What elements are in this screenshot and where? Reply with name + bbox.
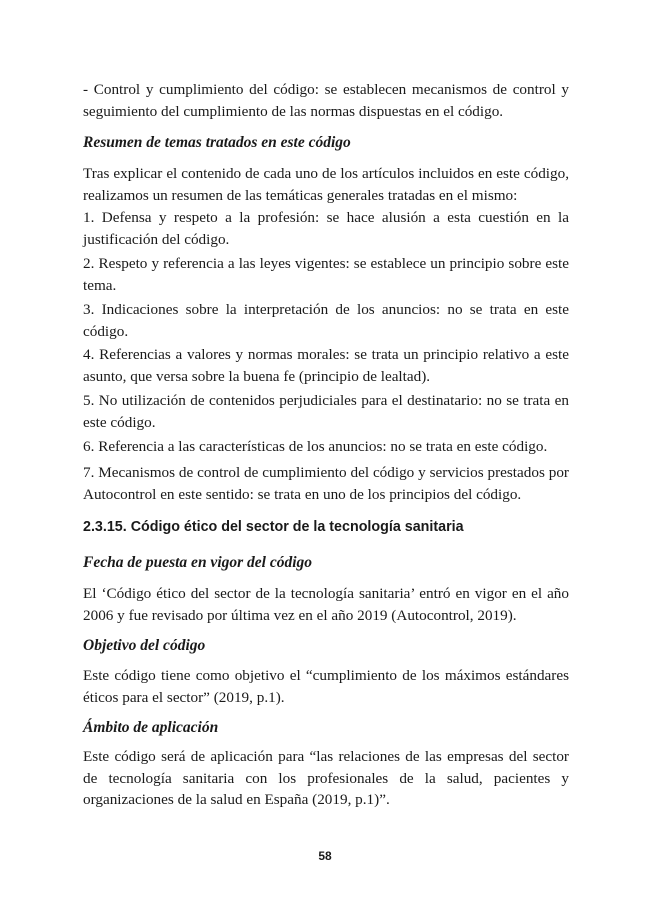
summary-item: 6. Referencia a las características de los anuncios: no se trata en este código. <box>83 438 548 455</box>
summary-heading: Resumen de temas tratados en este código <box>83 134 351 151</box>
summary-item: 3. Indicaciones sobre la interpretación de los anuncios: no se trata en este código. <box>83 301 569 340</box>
objective-heading: Objetivo del código <box>83 637 206 654</box>
section-heading: 2.3.15. Código ético del sector de la tecnología sanitaria <box>83 519 464 535</box>
intro-paragraph: - Control y cumplimiento del código: se establecen mecanismos de control y seguimiento del cumplimiento de las normas dispuestas en el código. <box>83 81 569 120</box>
scope-paragraph: Este código será de aplicación para “las relaciones de las empresas del sector de tecnología sanitaria con los profesionales de la salud, pacientes y organizaciones de la salud en España (2019, p.1)”. <box>83 748 569 809</box>
page-number: 58 <box>318 849 332 863</box>
summary-item: 1. Defensa y respeto a la profesión: se hace alusión a esta cuestión en la justificación del código. <box>83 209 569 248</box>
objective-paragraph: Este código tiene como objetivo el “cumplimiento de los máximos estándares éticos para el sector” (2019, p.1). <box>83 667 569 706</box>
date-heading: Fecha de puesta en vigor del código <box>83 554 313 571</box>
summary-intro: Tras explicar el contenido de cada uno de los artículos incluidos en este código, realizamos un resumen de las temáticas generales tratadas en el mismo: <box>83 165 569 204</box>
summary-item: 2. Respeto y referencia a las leyes vigentes: se establece un principio sobre este tema. <box>83 255 569 294</box>
summary-item: 4. Referencias a valores y normas morales: se trata un principio relativo a este asunto, que versa sobre la buena fe (principio de lealtad). <box>83 346 569 385</box>
summary-item: 5. No utilización de contenidos perjudiciales para el destinatario: no se trata en este código. <box>83 392 569 431</box>
summary-item: 7. Mecanismos de control de cumplimiento del código y servicios prestados por Autocontrol en este sentido: se trata en uno de los principios del código. <box>83 464 569 503</box>
scope-heading: Ámbito de aplicación <box>83 719 219 736</box>
date-paragraph: El ‘Código ético del sector de la tecnología sanitaria’ entró en vigor en el año 2006 y fue revisado por última vez en el año 2019 (Autocontrol, 2019). <box>83 585 569 624</box>
